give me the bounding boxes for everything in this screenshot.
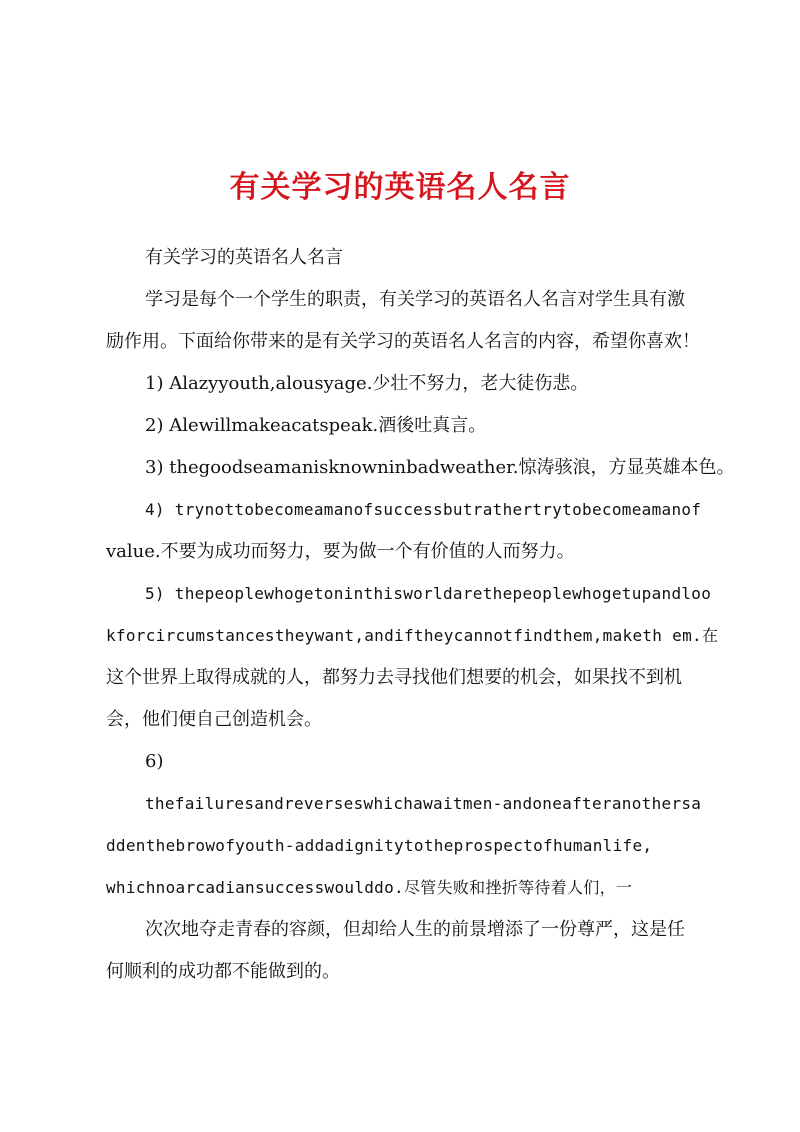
quote-6-line: ddenthebrowofyouth-addadignitytotheprospectofhumanlife, — [106, 836, 653, 855]
subtitle: 有关学习的英语名人名言 — [145, 247, 343, 268]
quote-6-line: 次次地夺走青春的容颜，但却给人生的前景增添了一份尊严，这是任 — [145, 919, 685, 940]
intro-line: 励作用。下面给你带来的是有关学习的英语名人名言的内容，希望你喜欢！ — [106, 331, 700, 352]
quote-3: 3) thegoodseamanisknowninbadweather.惊涛骇浪，方显英雄本色。 — [145, 457, 735, 478]
quote-6-line: whichnoarcadiansuccesswoulddo.尽管失败和挫折等待着人们，一 — [106, 878, 633, 897]
quote-2: 2) Alewillmakeacatspeak.酒後吐真言。 — [145, 415, 487, 436]
quote-5-line: 会，他们便自己创造机会。 — [106, 709, 322, 730]
quote-4-line: 4) trynottobecomeamanofsuccessbutrathertrytobecomeamanof — [145, 500, 702, 519]
quote-5-line: 这个世界上取得成就的人，都努力去寻找他们想要的机会，如果找不到机 — [106, 667, 682, 688]
quote-6-line: thefailuresandreverseswhichawaitmen-andoneafteranothersa — [145, 794, 702, 813]
document-title: 有关学习的英语名人名言 — [229, 170, 571, 205]
quote-5-line: 5) thepeoplewhogetoninthisworldarethepeoplewhogetupandloo — [145, 584, 712, 603]
quote-5-line: kforcircumstancestheywant,andiftheycannotfindthem,maketh em.在 — [106, 626, 719, 645]
quote-4-line: value.不要为成功而努力，要为做一个有价值的人而努力。 — [106, 541, 575, 562]
quote-6-number: 6) — [145, 751, 164, 772]
intro-line: 学习是每个一个学生的职责，有关学习的英语名人名言对学生具有激 — [145, 289, 685, 310]
quote-1: 1) Alazyyouth,alousyage.少壮不努力，老大徒伤悲。 — [145, 373, 589, 394]
quote-6-line: 何顺利的成功都不能做到的。 — [106, 961, 340, 982]
